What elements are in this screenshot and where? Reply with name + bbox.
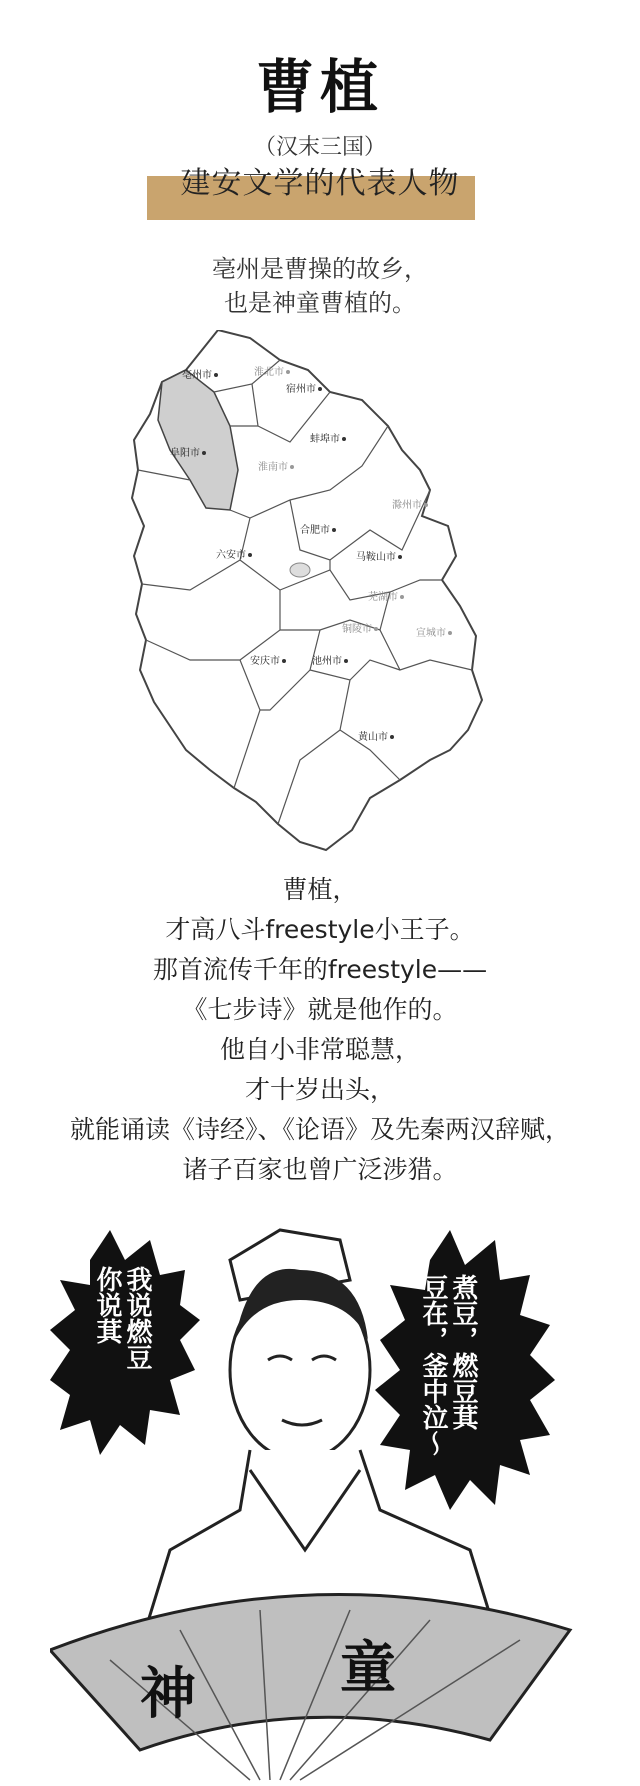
city-label: 合肥市: [300, 525, 330, 536]
city-dot: [390, 735, 394, 739]
city-label: 滁州市: [392, 500, 422, 511]
cao-zhi-illustration: [50, 1220, 590, 1782]
city-dot: [286, 370, 290, 374]
city-label: 池州市: [312, 656, 342, 667]
city-dot: [214, 373, 218, 377]
subtitle: 建安文学的代表人物: [180, 166, 460, 201]
city-dot: [374, 627, 378, 631]
city-dot: [400, 595, 404, 599]
right-bubble-line: 豆在，釜中泣～: [418, 1274, 448, 1456]
city-dot: [318, 387, 322, 391]
anhui-map: [130, 330, 530, 870]
left-bubble-text: [92, 1266, 152, 1370]
fan-text-right: 童: [340, 1636, 396, 1701]
page-title: 曹植: [255, 53, 384, 121]
city-dot: [202, 451, 206, 455]
city-label: 阜阳市: [170, 448, 200, 459]
city-label: 马鞍山市: [356, 552, 396, 563]
city-dot: [424, 503, 428, 507]
city-label: 铜陵市: [342, 624, 372, 635]
body-line: 才高八斗freestyle小王子。: [165, 915, 475, 944]
city-label: 宿州市: [286, 384, 316, 395]
city-dot: [290, 465, 294, 469]
city-label: 宣城市: [416, 628, 446, 639]
left-bubble-line: 我说燃豆: [122, 1266, 152, 1370]
city-label: 芜湖市: [368, 592, 398, 603]
intro-text: [0, 252, 640, 320]
intro-line: 亳州是曹操的故乡，: [212, 255, 428, 283]
city-label: 安庆市: [250, 656, 280, 667]
city-dot: [342, 437, 346, 441]
city-dot: [332, 528, 336, 532]
right-bubble-line: 煮豆，燃豆萁: [448, 1274, 478, 1430]
city-label: 黄山市: [358, 732, 388, 743]
city-dot: [448, 631, 452, 635]
city-label: 蚌埠市: [310, 434, 340, 445]
city-label: 淮南市: [258, 462, 288, 473]
body-line: 就能诵读《诗经》、《论语》及先秦两汉辞赋，: [69, 1115, 570, 1144]
body-line: 他自小非常聪慧，: [219, 1035, 420, 1064]
city-label: 淮北市: [254, 367, 284, 378]
body-line: 《七步诗》就是他作的。: [182, 995, 458, 1024]
city-dot: [282, 659, 286, 663]
fan: [50, 1594, 570, 1750]
body-text: [0, 870, 640, 1190]
city-dot: [344, 659, 348, 663]
city-label: 亳州市: [182, 370, 212, 381]
body-line: 才十岁出头，: [244, 1075, 395, 1104]
body-line: 诸子百家也曾广泛涉猎。: [182, 1155, 458, 1184]
body-line: 曹植，: [282, 875, 358, 904]
left-bubble-line: 你说萁: [92, 1266, 122, 1344]
city-dot: [248, 553, 252, 557]
city-dot: [398, 555, 402, 559]
intro-line: 也是神童曹植的。: [224, 289, 416, 317]
right-bubble-text: [418, 1274, 478, 1456]
fan-text-left: 神: [140, 1662, 196, 1727]
body-line: 那首流传千年的freestyle——: [152, 955, 488, 984]
city-label: 六安市: [216, 550, 246, 561]
era-label: （汉末三国）: [253, 135, 386, 160]
